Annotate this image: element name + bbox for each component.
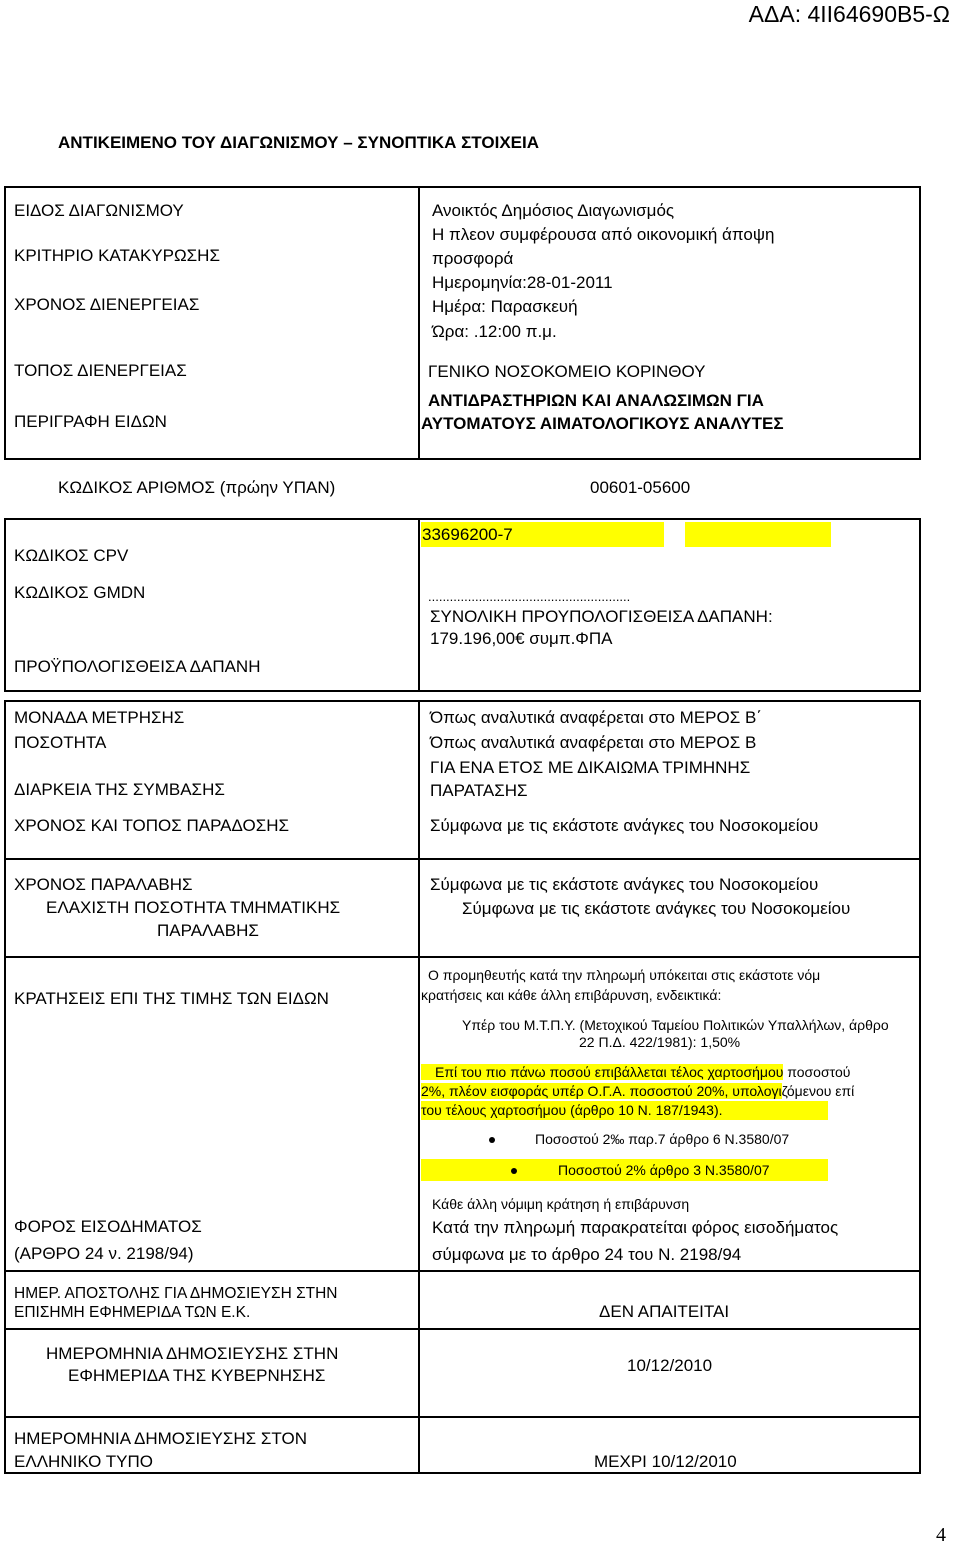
column-divider <box>418 858 420 958</box>
label-budget: ΠΡΟΫΠΟΛΟΓΙΣΘΕΙΣΑ ΔΑΠΑΝΗ <box>14 657 261 676</box>
value-elaxisti: Σύμφωνα με τις εκάστοτε ανάγκες του Νοσοκομείου <box>462 899 851 918</box>
value-kodikos-arithmos: 00601-05600 <box>590 478 691 497</box>
column-divider <box>418 186 420 460</box>
value-perigrafi-line1: ΑΝΤΙΔΡΑΣΤΗΡΙΩΝ ΚΑΙ ΑΝΑΛΩΣΙΜΩΝ ΓΙΑ <box>428 391 764 410</box>
label-xronos-dienergeias: ΧΡΟΝΟΣ ΔΙΕΝΕΡΓΕΙΑΣ <box>14 295 200 314</box>
label-paradosi: ΧΡΟΝΟΣ ΚΑΙ ΤΟΠΟΣ ΠΑΡΑΔΟΣΗΣ <box>14 816 290 835</box>
label-diarkeia: ΔΙΑΡΚΕΙΑ ΤΗΣ ΣΥΜΒΑΣΗΣ <box>14 780 225 799</box>
highlight-cpv-extra <box>685 522 831 547</box>
text-xartosimo-line3: του τέλους χαρτοσήμου (άρθρο 10 Ν. 187/1943). <box>421 1101 828 1120</box>
value-perigrafi-line2: ΑΥΤΟΜΑΤΟΥΣ ΑΙΜΑΤΟΛΟΓΙΚΟΥΣ ΑΝΑΛΥΤΕΣ <box>421 414 784 433</box>
text-xartosimo-highlight-1: Επί του πιο πάνω ποσού επιβάλλεται τέλος χαρτοσήμου <box>421 1064 783 1080</box>
text-xartosimo-highlight-2: 2%, πλέον εισφοράς υπέρ Ο.Γ.Α. ποσοστού 20%, υπολογι <box>421 1083 782 1099</box>
label-posotita: ΠΟΣΟΤΗΤΑ <box>14 733 107 752</box>
label-kritirio-katakyrosis: ΚΡΙΤΗΡΙΟ ΚΑΤΑΚΥΡΩΣΗΣ <box>14 246 220 265</box>
value-press: ΜΕΧΡΙ 10/12/2010 <box>594 1452 737 1471</box>
label-kratiseis: ΚΡΑΤΗΣΕΙΣ ΕΠΙ ΤΗΣ ΤΙΜΗΣ ΤΩΝ ΕΙΔΩΝ <box>14 989 329 1008</box>
label-topos-dienergeias: ΤΟΠΟΣ ΔΙΕΝΕΡΓΕΙΑΣ <box>14 361 187 380</box>
text-xartosimo-line1 <box>421 1063 850 1082</box>
value-day: Ημέρα: Παρασκευή <box>432 297 578 316</box>
text-foros-line1: Κατά την πληρωμή παρακρατείται φόρος εισοδήματος <box>432 1218 839 1237</box>
text-alli-kratisi: Κάθε άλλη νόμιμη κράτηση ή επιβάρυνση <box>432 1196 690 1212</box>
label-foros-line2: (ΑΡΘΡΟ 24 ν. 2198/94) <box>14 1244 194 1263</box>
column-divider <box>418 956 420 1272</box>
column-divider <box>418 1328 420 1418</box>
label-monada-metrisis: ΜΟΝΑΔΑ ΜΕΤΡΗΣΗΣ <box>14 708 185 727</box>
label-elaxisti-line2: ΠΑΡΑΛΑΒΗΣ <box>157 921 259 940</box>
page-number: 4 <box>936 1524 946 1546</box>
text-mtpy-line1: Υπέρ του Μ.Τ.Π.Υ. (Μετοχικού Ταμείου Πολιτικών Υπαλλήλων, άρθρο <box>462 1017 889 1033</box>
value-total-budget: 179.196,00€ συμπ.ΦΠΑ <box>430 629 613 648</box>
label-eu-line1: ΗΜΕΡ. ΑΠΟΣΤΟΛΗΣ ΓΙΑ ΔΗΜΟΣΙΕΥΣΗ ΣΤΗΝ <box>14 1285 338 1302</box>
label-perigrafi-eidon: ΠΕΡΙΓΡΑΦΗ ΕΙΔΩΝ <box>14 412 167 431</box>
label-eidos-diagonismou: ΕΙΔΟΣ ΔΙΑΓΩΝΙΣΜΟΥ <box>14 201 184 220</box>
text-xartosimo-line2 <box>421 1082 854 1101</box>
bullet-icon <box>489 1137 495 1143</box>
bullet-item-1: Ποσοστού 2‰ παρ.7 άρθρο 6 Ν.3580/07 <box>535 1131 790 1147</box>
page-title: ΑΝΤΙΚΕΙΜΕΝΟ ΤΟΥ ΔΙΑΓΩΝΙΣΜΟΥ – ΣΥΝΟΠΤΙΚΑ ΣΤΟΙΧΕΙΑ <box>58 133 540 152</box>
value-xronos-paralavis: Σύμφωνα με τις εκάστοτε ανάγκες του Νοσοκομείου <box>430 875 819 894</box>
value-diarkeia-line2: ΠΑΡΑΤΑΣΗΣ <box>430 781 528 800</box>
ada-header: ΑΔΑ: 4ΙΙ64690Β5-Ω <box>748 1 950 27</box>
label-eu-line2: ΕΠΙΣΗΜΗ ΕΦΗΜΕΡΙΔΑ ΤΩΝ Ε.Κ. <box>14 1304 251 1321</box>
value-topos: ΓΕΝΙΚΟ ΝΟΣΟΚΟΜΕΙΟ ΚΟΡΙΝΘΟΥ <box>428 362 706 381</box>
label-elaxisti-line1: ΕΛΑΧΙΣΤΗ ΠΟΣΟΤΗΤΑ ΤΜΗΜΑΤΙΚΗΣ <box>46 898 341 917</box>
value-date: Ημερομηνία:28-01-2011 <box>432 273 613 292</box>
value-kritirio-line2: προσφορά <box>432 249 514 268</box>
bullet-item-2: Ποσοστού 2% άρθρο 3 Ν.3580/07 <box>558 1162 770 1178</box>
label-gazette-line2: ΕΦΗΜΕΡΙΔΑ ΤΗΣ ΚΥΒΕΡΝΗΣΗΣ <box>68 1366 326 1385</box>
column-divider <box>418 518 420 692</box>
text-kratiseis-line2: κρατήσεις και κάθε άλλη επιβάρυνση, ενδεικτικά: <box>421 987 722 1003</box>
text-xartosimo-rest-1: ποσοστού <box>783 1064 851 1080</box>
text-foros-line2: σύμφωνα με το άρθρο 24 του Ν. 2198/94 <box>432 1245 742 1264</box>
value-eu-journal: ΔΕΝ ΑΠΑΙΤΕΙΤΑΙ <box>599 1302 730 1321</box>
text-mtpy-line2: 22 Π.Δ. 422/1981): 1,50% <box>579 1034 741 1050</box>
label-press-line1: ΗΜΕΡΟΜΗΝΙΑ ΔΗΜΟΣΙΕΥΣΗΣ ΣΤΟΝ <box>14 1429 307 1448</box>
label-press-line2: ΕΛΛΗΝΙΚΟ ΤΥΠΟ <box>14 1452 154 1471</box>
value-paradosi: Σύμφωνα με τις εκάστοτε ανάγκες του Νοσοκομείου <box>430 816 819 835</box>
label-gmdn: ΚΩΔΙΚΟΣ GMDN <box>14 583 146 602</box>
column-divider <box>418 1416 420 1474</box>
bullet-icon <box>511 1168 517 1174</box>
value-time: Ώρα: .12:00 π.μ. <box>432 322 557 341</box>
label-kodikos-arithmos: ΚΩΔΙΚΟΣ ΑΡΙΘΜΟΣ (πρώην ΥΠΑΝ) <box>58 478 336 497</box>
label-foros-line1: ΦΟΡΟΣ ΕΙΣΟΔΗΜΑΤΟΣ <box>14 1217 202 1236</box>
value-posotita: Όπως αναλυτικά αναφέρεται στο ΜΕΡΟΣ Β <box>430 733 757 752</box>
column-divider <box>418 1270 420 1330</box>
text-kratiseis-line1: Ο προμηθευτής κατά την πληρωμή υπόκειται στις εκάστοτε νόμ <box>428 967 821 983</box>
label-total-budget: ΣΥΝΟΛΙΚΗ ΠΡΟΥΠΟΛΟΓΙΣΘΕΙΣΑ ΔΑΠΑΝΗ: <box>430 607 773 626</box>
text-xartosimo-rest-2: ζόμενου επί <box>781 1083 855 1099</box>
label-xronos-paralavis: ΧΡΟΝΟΣ ΠΑΡΑΛΑΒΗΣ <box>14 875 193 894</box>
value-cpv: 33696200-7 <box>422 525 513 544</box>
value-kritirio-line1: Η πλεον συμφέρουσα από οικονομική άποψη <box>432 225 775 244</box>
value-gazette: 10/12/2010 <box>627 1356 713 1375</box>
column-divider <box>418 700 420 860</box>
label-cpv: ΚΩΔΙΚΟΣ CPV <box>14 546 129 565</box>
value-diarkeia-line1: ΓΙΑ ΕΝΑ ΕΤΟΣ ΜΕ ΔΙΚΑΙΩΜΑ ΤΡΙΜΗΝΗΣ <box>430 758 751 777</box>
value-gmdn: ........................................................ <box>428 589 631 604</box>
value-eidos: Ανοικτός Δημόσιος Διαγωνισμός <box>432 201 675 220</box>
value-monada: Όπως αναλυτικά αναφέρεται στο ΜΕΡΟΣ Β΄ <box>430 708 762 727</box>
label-gazette-line1: ΗΜΕΡΟΜΗΝΙΑ ΔΗΜΟΣΙΕΥΣΗΣ ΣΤΗΝ <box>46 1344 339 1363</box>
